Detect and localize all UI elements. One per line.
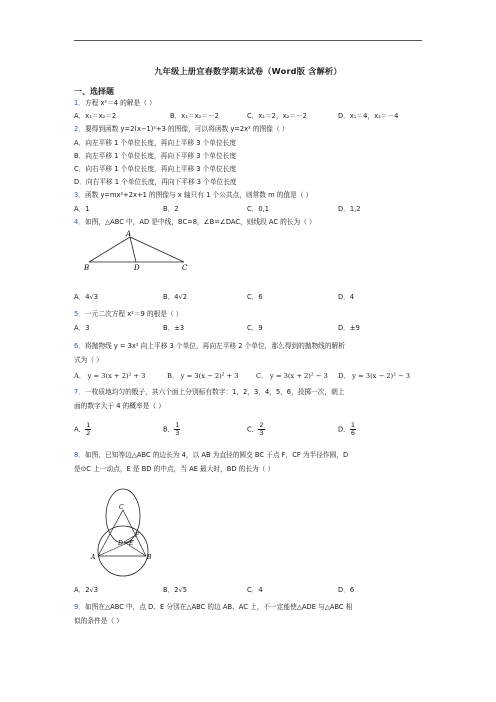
question-stem: 如图在△ABC 中，点 D、E 分别在△ABC 的边 AB、AC 上，不一定能使△ADE 与△ABC 相 — [84, 603, 353, 611]
point-b-label: B — [147, 554, 152, 561]
option-c: C．向右平移 1 个单位长度，再向上平移 3 个单位长度 — [74, 165, 237, 173]
question-stem: 将抛物线 y = 3x² 向上平移 3 个单位，再向左平移 2 个单位，那么得到的抛物线的解析 — [84, 342, 345, 350]
median-ad — [130, 237, 136, 262]
option-label: D． — [338, 425, 350, 434]
circle-ab — [98, 526, 148, 576]
question-7 — [74, 388, 345, 397]
question-stem-continued: 似的条件是（ ） — [74, 617, 123, 625]
denominator: 6 — [350, 429, 355, 437]
option-a: A． y = 3(x + 2)² + 3 — [74, 372, 146, 380]
question-number: 8． — [74, 451, 85, 459]
denominator: 3 — [259, 429, 264, 437]
fraction — [258, 422, 264, 437]
question-6 — [74, 342, 345, 351]
option-a: A．3 — [74, 324, 90, 332]
triangle-figure — [84, 228, 194, 284]
question-1 — [74, 99, 156, 108]
option-c: C．4 — [247, 586, 263, 594]
fraction — [350, 422, 356, 437]
question-2 — [74, 125, 289, 134]
fraction — [174, 422, 180, 437]
denominator: 2 — [86, 429, 91, 437]
question-number: 5． — [74, 310, 85, 318]
header-rule — [74, 40, 422, 41]
question-stem: 一枚质地均匀的骰子，其六个面上分别标有数字：1，2，3，4，5，6，投掷一次，朝上 — [84, 388, 345, 396]
question-stem-continued: 是⊙C 上一动点，E 是 BD 的中点，当 AE 最大时，BD 的长为（ ） — [74, 465, 275, 473]
question-8 — [74, 451, 348, 460]
point-d-label: D — [118, 540, 123, 547]
option-a: A．x₁＝x₂＝2 — [74, 112, 117, 120]
question-number: 1． — [74, 99, 85, 107]
question-3 — [74, 191, 312, 200]
option-a — [74, 422, 91, 437]
option-d: D．x₁＝4，x₂＝－4 — [338, 112, 399, 120]
option-a: A．向左平移 1 个单位长度，再向上平移 3 个单位长度 — [74, 139, 237, 147]
question-number: 4． — [74, 218, 85, 226]
question-stem-continued: 面的数字大于 4 的概率是（ ） — [74, 402, 165, 410]
question-stem: 方程 x²＝4 的解是（ ） — [84, 99, 156, 107]
option-d: D．4 — [338, 293, 355, 301]
point-c-label: C — [182, 264, 188, 272]
page-title: 九年级上册宜春数学期末试卷（Word版 含解析） — [154, 66, 342, 76]
circle-figure — [88, 479, 158, 579]
point-d-label: D — [134, 264, 140, 272]
triangle-abc — [89, 237, 184, 262]
option-b: B．±3 — [163, 324, 185, 332]
option-b: B． y = 3(x − 2)² + 3 — [167, 372, 239, 380]
option-c: C． y = 3(x + 2)² − 3 — [256, 372, 328, 380]
question-stem: 如图，已知等边△ABC 的边长为 4，以 AB 为直径的圆交 BC 于点 F，CF 为半径作圆，D — [84, 451, 349, 459]
point-f-label: F — [135, 532, 140, 539]
question-number: 6． — [74, 342, 85, 350]
option-c: C．6 — [247, 293, 263, 301]
section-heading: 一、选择题 — [74, 87, 114, 96]
option-a: A．4√3 — [74, 293, 99, 301]
option-label: A． — [74, 425, 86, 434]
option-b: B．2 — [163, 205, 179, 213]
question-number: 7． — [74, 388, 85, 396]
question-stem: 函数 y=mx²+2x+1 的图像与 x 轴只有 1 个公共点，则常数 m 的值是（ ） — [84, 191, 313, 199]
option-b: B．x₁＝x₂＝－2 — [170, 112, 219, 120]
point-a-label: A — [91, 554, 96, 561]
option-b: B．2√5 — [163, 586, 188, 594]
question-stem-continued: 式为（ ） — [74, 356, 103, 364]
option-b — [163, 422, 180, 437]
question-number: 2． — [74, 125, 85, 133]
option-c: C．x₁＝2，x₂＝－2 — [247, 112, 307, 120]
point-a-label: A — [126, 230, 132, 238]
option-a: A．2√3 — [74, 586, 99, 594]
option-c: C．0,1 — [247, 205, 269, 213]
option-b: B．向左平移 1 个单位长度，再向下平移 3 个单位长度 — [74, 152, 237, 160]
option-d: D．6 — [338, 586, 355, 594]
option-label: B． — [163, 425, 175, 434]
option-d: D．±9 — [338, 324, 360, 332]
question-stem: 如图，△ABC 中，AD 是中线，BC=8，∠B=∠DAC，则线段 AC 的长为（ ） — [84, 218, 316, 226]
numerator: 1 — [175, 421, 180, 429]
question-stem: 一元二次方程 x²＝9 的根是（ ） — [84, 310, 183, 318]
question-number: 9． — [74, 603, 85, 611]
denominator: 3 — [175, 429, 180, 437]
numerator: 1 — [86, 421, 91, 429]
option-c — [247, 422, 265, 437]
option-a: A．1 — [74, 205, 90, 213]
option-label: C． — [247, 425, 259, 434]
question-stem: 要得到函数 y=2(x−1)²+3 的图像，可以将函数 y=2x² 的图像（ ） — [84, 125, 289, 133]
option-d: D． y = 3(x − 2)² − 3 — [338, 372, 410, 380]
option-d: D．1,2 — [338, 205, 361, 213]
question-5 — [74, 310, 182, 319]
question-4 — [74, 218, 316, 227]
option-d — [338, 422, 356, 437]
question-9 — [74, 603, 352, 612]
numerator: 1 — [350, 421, 355, 429]
question-number: 3． — [74, 191, 85, 199]
option-c: C．9 — [247, 324, 263, 332]
point-b-label: B — [84, 264, 90, 272]
option-b: B．4√2 — [163, 293, 188, 301]
option-d: D．向右平移 1 个单位长度，再向下平移 3 个单位长度 — [74, 178, 237, 186]
point-e-label: E — [129, 540, 134, 547]
point-c-label: C — [119, 504, 124, 511]
fraction — [85, 422, 91, 437]
numerator: 2 — [259, 421, 264, 429]
